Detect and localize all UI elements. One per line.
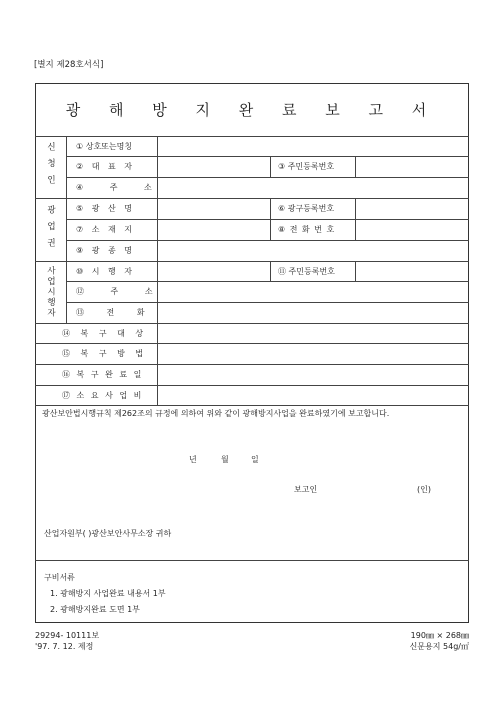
recipient: 산업자원부( )광산보안사무소장 귀하	[44, 529, 172, 538]
divider	[355, 156, 356, 177]
label-mineral-type: ⑨ 광 종 명	[76, 246, 135, 255]
footer-form-no: 29294- 10111보	[35, 631, 100, 640]
label-phone-8: ⑧ 전 화 번 호	[278, 225, 336, 234]
divider	[66, 136, 67, 323]
footer-size: 190㎜ × 268㎜	[410, 631, 469, 640]
date-year: 년	[189, 455, 197, 464]
label-representative: ② 대 표 자	[76, 162, 135, 171]
group-mining-right	[35, 198, 66, 261]
seal-mark: (인)	[417, 485, 431, 494]
form-number-note: [별지 제28호서식]	[34, 60, 104, 70]
label-cost: ⑰ 소 요 사 업 비	[62, 390, 144, 400]
divider	[270, 198, 271, 240]
label-restore-method: ⑮ 복 구 방 법	[62, 349, 148, 358]
attachment-item: 2. 광해방지완료 도면 1부	[50, 605, 140, 614]
divider	[355, 261, 356, 281]
group-applicant-label: 신청인	[45, 142, 56, 192]
label-resident-no-3: ③ 주민등록번호	[278, 162, 335, 171]
group-executor-label: 사업시행자	[45, 265, 56, 319]
label-mine-name: ⑤ 광 산 명	[76, 204, 135, 213]
label-location: ⑦ 소 재 지	[76, 225, 135, 234]
divider	[355, 198, 356, 240]
date-month: 월	[221, 455, 229, 464]
label-resident-no-11: ⑪ 주민등록번호	[278, 266, 335, 276]
group-executor	[35, 261, 66, 323]
label-mine-reg-no: ⑥ 광구등록번호	[278, 204, 335, 213]
label-address-12: ⑫ 주 소	[76, 287, 165, 296]
label-address-4: ④ 주 소	[76, 183, 164, 192]
footer-enacted: '97. 7. 12. 제정	[35, 642, 94, 651]
label-company-name: ① 상호또는명칭	[76, 141, 133, 151]
report-statement: 광산보안법시행규칙 제262조의 규정에 의하여 위와 같이 광해방지사업을 완료하였기에 보고합니다.	[42, 409, 390, 418]
divider	[35, 560, 469, 561]
attachments-heading: 구비서류	[44, 573, 75, 582]
label-restore-done-date: ⑯ 복 구 완 료 일	[62, 370, 144, 379]
date-day: 일	[251, 455, 259, 464]
reporter-label: 보고인	[294, 485, 318, 494]
group-mining-right-label: 광업권	[45, 204, 56, 255]
divider	[270, 261, 271, 281]
attachment-item: 1. 광해방지 사업완료 내용서 1부	[50, 589, 166, 598]
label-executor-name: ⑩ 시 행 자	[76, 266, 135, 276]
label-restore-target: ⑭ 복 구 대 상	[62, 328, 148, 338]
form-title: 광 해 방 지 완 료 보 고 서	[65, 101, 439, 119]
divider	[270, 156, 271, 177]
footer-paper: 신문용지 54g/㎡	[409, 642, 469, 651]
group-applicant	[35, 136, 66, 198]
label-phone-13: ⑬ 전 화	[76, 308, 155, 317]
